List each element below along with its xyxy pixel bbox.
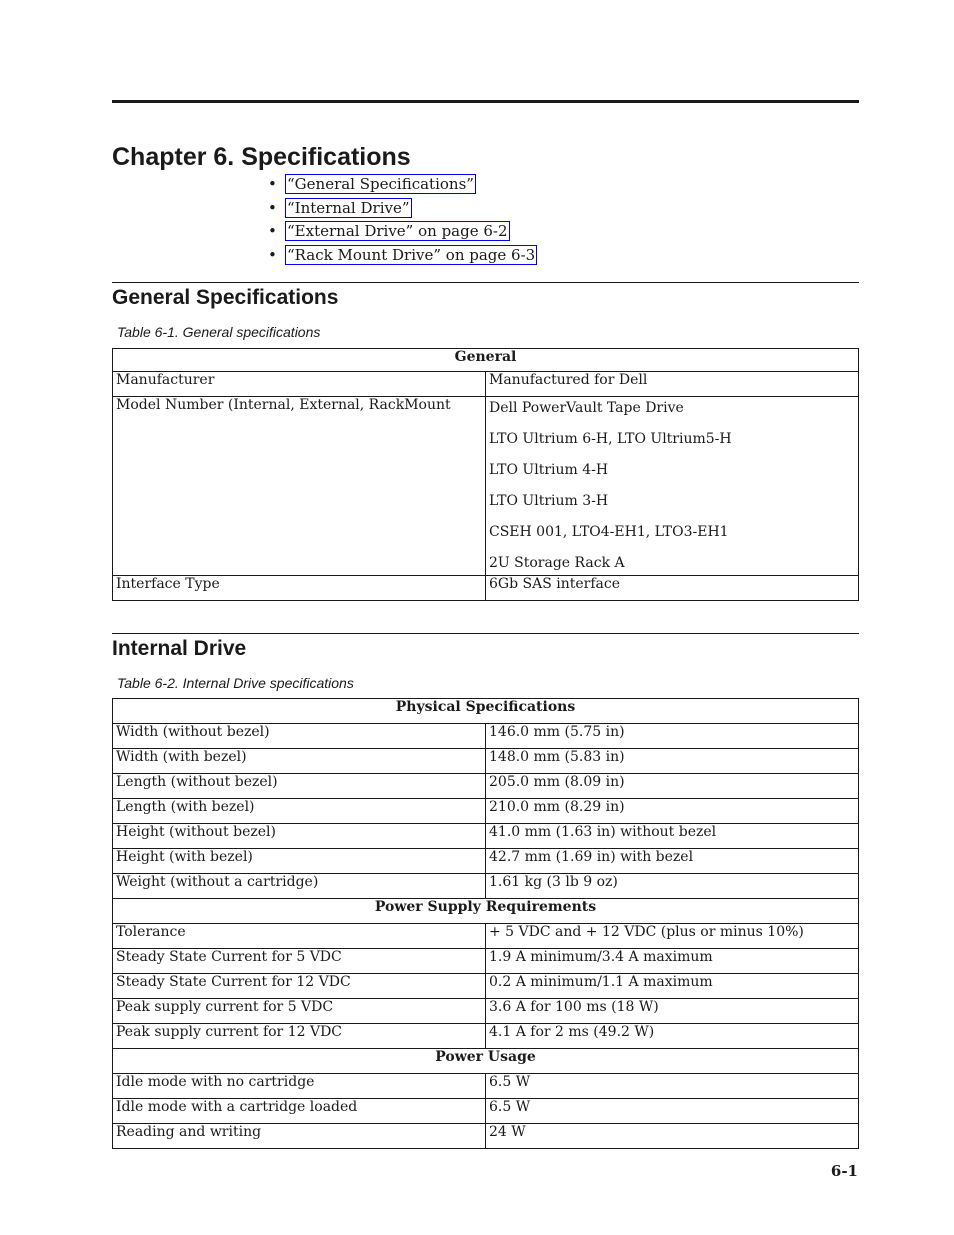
toc-item	[268, 220, 537, 244]
model-number-values	[486, 397, 859, 576]
spec-value: 24 W	[486, 1124, 859, 1149]
spec-value: 41.0 mm (1.63 in) without bezel	[486, 824, 859, 849]
manufacturer-label: Manufacturer	[113, 372, 486, 397]
table-row	[113, 1024, 859, 1049]
model-number-label: Model Number (Internal, External, RackMount	[113, 397, 486, 576]
table-row	[113, 799, 859, 824]
section-rule	[112, 633, 859, 634]
toc-link-internal-drive[interactable]: “Internal Drive”	[287, 198, 410, 217]
toc-link-external-drive[interactable]: “External Drive” on page 6-2	[287, 222, 508, 240]
model-number-value: LTO Ultrium 3-H	[489, 493, 609, 509]
chapter-title: Chapter 6. Specifications	[112, 143, 411, 171]
table-row	[113, 576, 859, 601]
general-specifications-heading: General Specifications	[112, 286, 339, 309]
spec-label: Idle mode with no cartridge	[113, 1074, 486, 1099]
spec-label: Tolerance	[113, 924, 486, 949]
table-row	[113, 824, 859, 849]
spec-value: + 5 VDC and + 12 VDC (plus or minus 10%)	[486, 924, 859, 949]
spec-label: Peak supply current for 5 VDC	[113, 999, 486, 1024]
spec-label: Weight (without a cartridge)	[113, 874, 486, 899]
top-rule	[112, 100, 859, 103]
internal-drive-table	[112, 698, 859, 1149]
general-specifications-table	[112, 348, 859, 601]
spec-value: 0.2 A minimum/1.1 A maximum	[486, 974, 859, 999]
spec-value: 1.61 kg (3 lb 9 oz)	[486, 874, 859, 899]
table-row	[113, 849, 859, 874]
table-row	[113, 1074, 859, 1099]
spec-label: Height (without bezel)	[113, 824, 486, 849]
bullet-icon: •	[268, 222, 277, 240]
bullet-icon: •	[268, 198, 277, 217]
spec-label: Steady State Current for 12 VDC	[113, 974, 486, 999]
spec-value: 42.7 mm (1.69 in) with bezel	[486, 849, 859, 874]
table-row	[113, 774, 859, 799]
spec-value: 210.0 mm (8.29 in)	[486, 799, 859, 824]
model-number-value: 2U Storage Rack A	[489, 555, 625, 571]
chapter-toc	[268, 173, 537, 267]
table-row	[113, 749, 859, 774]
toc-item	[268, 197, 537, 221]
spec-value: 4.1 A for 2 ms (49.2 W)	[486, 1024, 859, 1049]
model-number-value: LTO Ultrium 4-H	[489, 462, 609, 478]
bullet-icon: •	[268, 245, 277, 264]
power-supply-requirements-header: Power Supply Requirements	[113, 899, 859, 924]
spec-value: 205.0 mm (8.09 in)	[486, 774, 859, 799]
section-rule	[112, 282, 859, 283]
table-row	[113, 1124, 859, 1149]
table-row	[113, 924, 859, 949]
table-6-2-caption: Table 6-2. Internal Drive specifications	[117, 675, 354, 691]
spec-label: Length (without bezel)	[113, 774, 486, 799]
toc-item	[268, 244, 537, 268]
interface-type-label: Interface Type	[113, 576, 486, 601]
spec-value: 148.0 mm (5.83 in)	[486, 749, 859, 774]
spec-label: Height (with bezel)	[113, 849, 486, 874]
internal-drive-heading: Internal Drive	[112, 637, 247, 660]
model-number-value: LTO Ultrium 6-H, LTO Ultrium5-H	[489, 431, 732, 447]
page-number: 6-1	[830, 1162, 858, 1180]
table-row	[113, 999, 859, 1024]
table-header-row	[113, 1049, 859, 1074]
power-usage-header: Power Usage	[113, 1049, 859, 1074]
physical-specifications-header: Physical Specifications	[113, 699, 859, 724]
table-header-row	[113, 899, 859, 924]
spec-value: 6.5 W	[486, 1099, 859, 1124]
spec-value: 3.6 A for 100 ms (18 W)	[486, 999, 859, 1024]
table-row	[113, 974, 859, 999]
spec-label: Width (without bezel)	[113, 724, 486, 749]
spec-label: Peak supply current for 12 VDC	[113, 1024, 486, 1049]
table-row	[113, 1099, 859, 1124]
spec-label: Reading and writing	[113, 1124, 486, 1149]
table-row	[113, 372, 859, 397]
spec-value: 1.9 A minimum/3.4 A maximum	[486, 949, 859, 974]
spec-value: 146.0 mm (5.75 in)	[486, 724, 859, 749]
interface-type-value: 6Gb SAS interface	[486, 576, 859, 601]
table-header-row	[113, 349, 859, 372]
model-number-value: Dell PowerVault Tape Drive	[489, 400, 684, 416]
general-header: General	[113, 349, 859, 372]
table-row	[113, 949, 859, 974]
table-row	[113, 874, 859, 899]
spec-label: Steady State Current for 5 VDC	[113, 949, 486, 974]
bullet-icon: •	[268, 175, 277, 193]
toc-link-general-specifications[interactable]: “General Specifications”	[287, 175, 474, 193]
toc-item	[268, 173, 537, 197]
spec-label: Length (with bezel)	[113, 799, 486, 824]
table-row	[113, 397, 859, 576]
manufacturer-value: Manufactured for Dell	[486, 372, 859, 397]
toc-link-rack-mount-drive[interactable]: “Rack Mount Drive” on page 6-3	[287, 245, 536, 264]
table-header-row	[113, 699, 859, 724]
spec-value: 6.5 W	[486, 1074, 859, 1099]
table-row	[113, 724, 859, 749]
spec-label: Width (with bezel)	[113, 749, 486, 774]
model-number-value: CSEH 001, LTO4-EH1, LTO3-EH1	[489, 524, 729, 540]
spec-label: Idle mode with a cartridge loaded	[113, 1099, 486, 1124]
table-6-1-caption: Table 6-1. General specifications	[117, 324, 321, 340]
